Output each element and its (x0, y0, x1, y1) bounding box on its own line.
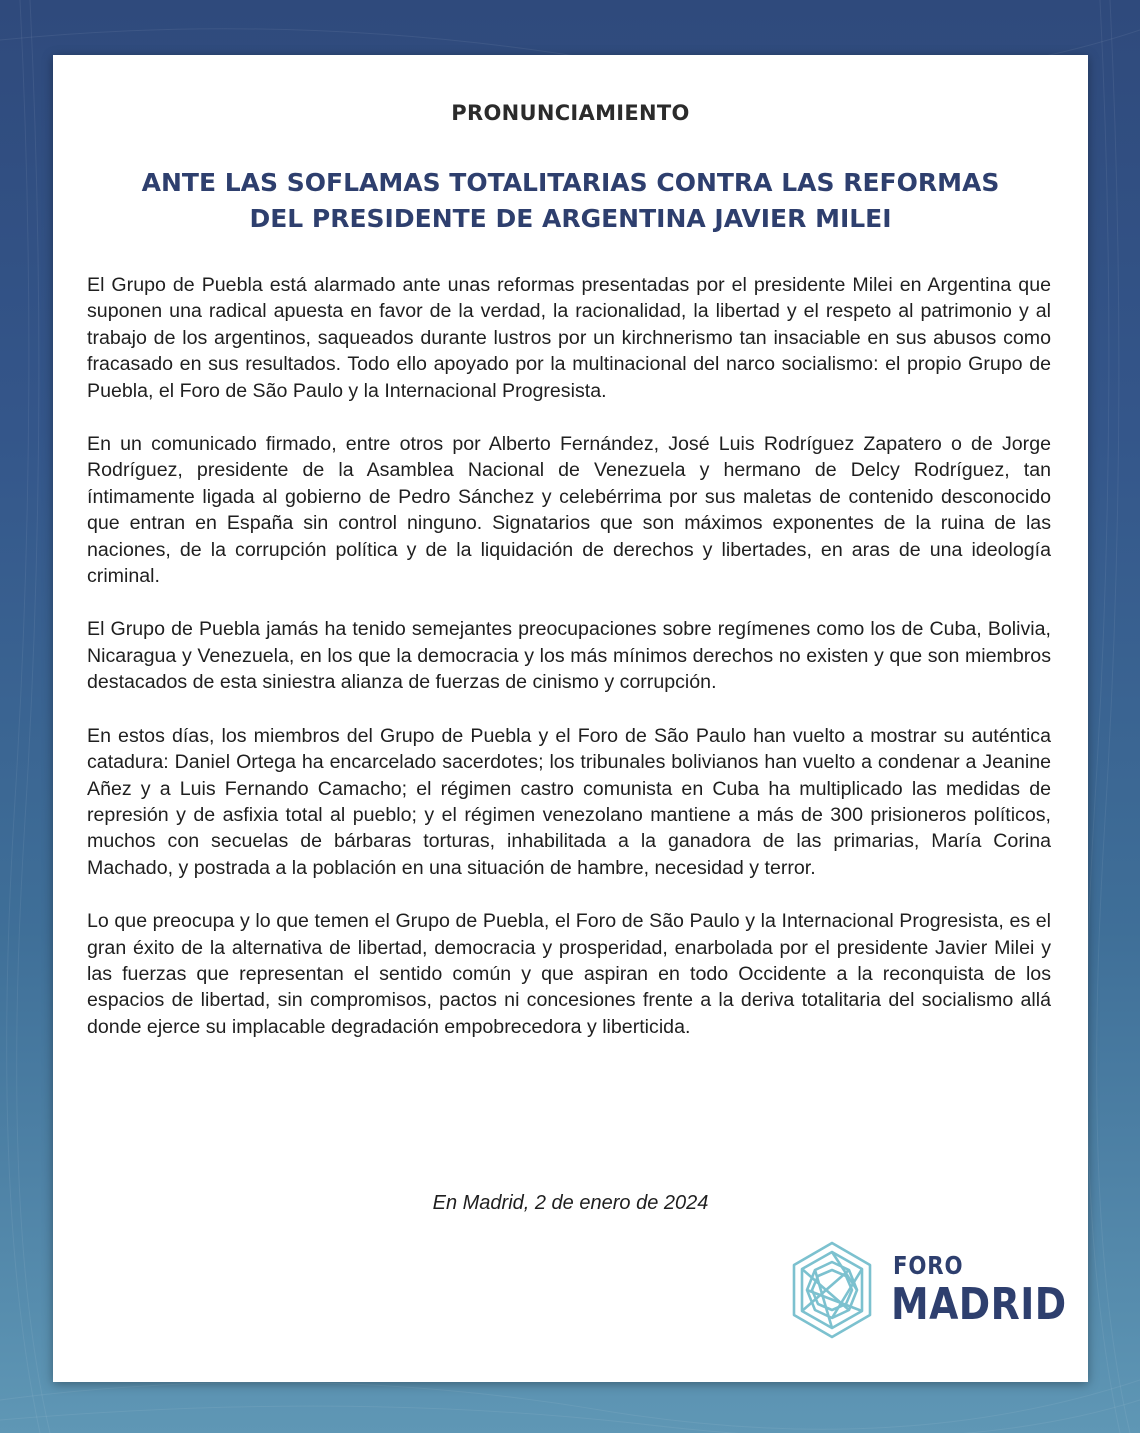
logo-text-madrid: MADRID (891, 1279, 1067, 1330)
statement-card (53, 55, 1088, 1382)
foro-madrid-logo (786, 1240, 1067, 1340)
paragraph-3: El Grupo de Puebla jamás ha tenido semejantes preocupaciones sobre regímenes como los de Cuba, Bolivia, Nicaragua y Venezuela, en los que la democracia y los más mínimos derechos no existen y que son miembros destacados de esta siniestra alianza de fuerzas de cinismo y corrupción. (87, 618, 1051, 694)
paragraph-4: En estos días, los miembros del Grupo de Puebla y el Foro de São Paulo han vuelto a mostrar su auténtica catadura: Daniel Ortega ha encarcelado sacerdotes; los tribunales bolivianos han vuelto a condenar a Jeanine Añez y a Luis Fernando Camacho; el régimen castro comunista en Cuba ha multiplicado las medidas de represión y de asfixia total al pueblo; y el régimen venezolano mantiene a más de 300 prisioneros políticos, muchos con secuelas de bárbaras torturas, inhabilitada a la ganadora de las primarias, María Corina Machado, y postrada a la población en una situación de hambre, necesidad y terror. (87, 724, 1051, 879)
title-line-1: ANTE LAS SOFLAMAS TOTALITARIAS CONTRA LAS REFORMAS (141, 168, 1000, 197)
logo-text-foro: FORO (893, 1251, 964, 1280)
paragraph-2: En un comunicado firmado, entre otros por Alberto Fernández, José Luis Rodríguez Zapatero o de Jorge Rodríguez, presidente de la Asamblea Nacional de Venezuela y hermano de Delcy Rodríguez, tan íntimamente ligada al gobierno de Pedro Sánchez y celebérrima por sus maletas de contenido desconocido que entran en España sin control ninguno. Signatarios que son máximos exponentes de la ruina de las naciones, de la corrupción política y de la liquidación de derechos y libertades, en aras de una ideología criminal. (87, 433, 1051, 588)
paragraph-1: El Grupo de Puebla está alarmado ante unas reformas presentadas por el presidente Milei en Argentina que suponen una radical apuesta en favor de la verdad, la racionalidad, la libertad y el respeto al patrimonio y al trabajo de los argentinos, saqueados durante lustros por un kirchnerismo tan insaciable en sus abusos como fracasado en sus resultados. Todo ello apoyado por la multinacional del narco socialismo: el propio Grupo de Puebla, el Foro de São Paulo y la Internacional Progresista. (87, 274, 1051, 402)
signoff-place-date: En Madrid, 2 de enero de 2024 (432, 1192, 709, 1214)
document-kicker: PRONUNCIAMIENTO (451, 101, 690, 125)
paragraph-5: Lo que preocupa y lo que temen el Grupo de Puebla, el Foro de São Paulo y la Internacional Progresista, es el gran éxito de la alternativa de libertad, democracia y prosperidad, enarbolada por el presidente Javier Milei y las fuerzas que representan el sentido común y que aspiran en todo Occidente a la reconquista de los espacios de libertad, sin compromisos, pactos ni concesiones frente a la deriva totalitaria del socialismo allá donde ejerce su implacable degradación empobrecedora y liberticida. (87, 910, 1051, 1038)
title-line-2: DEL PRESIDENTE DE ARGENTINA JAVIER MILEI (249, 204, 892, 233)
document-title (53, 165, 1088, 237)
document-body (87, 272, 1051, 1067)
geometric-octagon-mark-icon (786, 1240, 878, 1340)
